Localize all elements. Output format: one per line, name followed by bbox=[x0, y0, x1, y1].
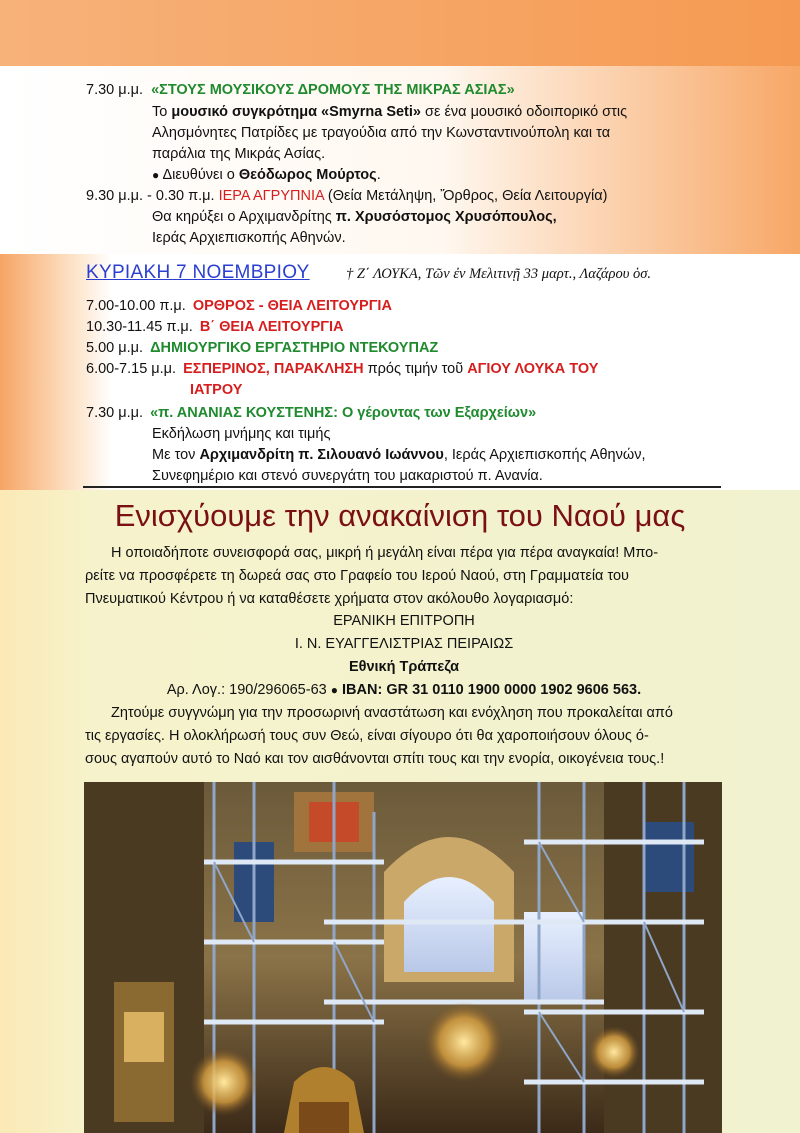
church-renovation-photo bbox=[84, 782, 722, 1133]
event-speaker: Με τον Αρχιμανδρίτη π. Σιλουανό Ιωάννου, Ιεράς Αρχιεπισκοπής Αθηνών, bbox=[152, 447, 646, 463]
event-time: 5.00 μ.μ. bbox=[86, 340, 144, 356]
sunday-heading: ΚΥΡΙΑΚΗ 7 ΝΟΕΜΒΡΙΟΥ bbox=[86, 262, 310, 283]
event-title: ΕΣΠΕΡΙΝΟΣ, ΠΑΡΑΚΛΗΣΗ bbox=[183, 361, 364, 377]
support-title: Ενισχύουμε την ανακαίνιση του Ναού μας bbox=[114, 498, 686, 533]
event-time: 7.30 μ.μ. bbox=[86, 405, 144, 421]
apology-paragraph-line: Ζητούμε συγγνώμη για την προσωρινή αναστάτωση και ενόχληση που προκαλείται από bbox=[111, 705, 673, 721]
event-time: 7.00-10.00 π.μ. bbox=[86, 298, 186, 314]
schedule-item bbox=[86, 317, 343, 337]
schedule-item bbox=[86, 338, 438, 358]
event-title: Β΄ ΘΕΙΑ ΛΕΙΤΟΥΡΓΙΑ bbox=[199, 319, 344, 335]
event-title: ΟΡΘΡΟΣ - ΘΕΙΑ ΛΕΙΤΟΥΡΓΙΑ bbox=[192, 298, 392, 314]
event-description-line: Συνεφημέριο και στενό συνεργάτη του μακαριστού π. Ανανία. bbox=[152, 468, 543, 484]
support-paragraph-line: ρείτε να προσφέρετε τη δωρεά σας στο Γραφείο του Ιερού Ναού, στη Γραμματεία του bbox=[85, 568, 629, 584]
bank-name: Εθνική Τράπεζα bbox=[348, 659, 460, 675]
event-time: 6.00-7.15 μ.μ. bbox=[86, 361, 177, 377]
bullet-icon: ● bbox=[330, 683, 338, 697]
event-title: «ΣΤΟΥΣ ΜΟΥΣΙΚΟΥΣ ΔΡΟΜΟΥΣ ΤΗΣ ΜΙΚΡΑΣ ΑΣΙΑΣ» bbox=[151, 82, 515, 98]
iban: IBAN: GR 31 0110 1900 0000 1902 9606 563. bbox=[337, 682, 642, 698]
event-preacher: Θα κηρύξει ο Αρχιμανδρίτης π. Χρυσόστομος Χρυσόπουλος, bbox=[152, 209, 557, 225]
event-conductor: ● Διευθύνει ο Θεόδωρος Μούρτος. bbox=[152, 167, 381, 183]
event-description-line: παράλια της Μικράς Ασίας. bbox=[152, 146, 326, 162]
apology-paragraph-line: τις εργασίες. Η ολοκλήρωσή τους συν Θεώ, είναι σίγουρο ότι θα χαροποιήσουν όλους ό- bbox=[85, 728, 649, 744]
apology-paragraph-line: σους αγαπούν αυτό το Ναό και τον αισθάνονται σπίτι τους και την ενορία, οικογένεια τους.! bbox=[85, 751, 665, 767]
scaffolding-image bbox=[84, 782, 722, 1133]
schedule-item bbox=[86, 296, 392, 316]
event-title: ΙΕΡΑ ΑΓΡΥΠΝΙΑ bbox=[218, 188, 324, 204]
top-orange-band bbox=[0, 0, 800, 66]
support-paragraph-line: Πνευματικού Κέντρου ή να καταθέσετε χρήματα στον ακόλουθο λογαριασμό: bbox=[85, 591, 574, 607]
saint-name-continued: ΙΑΤΡΟΥ bbox=[190, 382, 243, 398]
church-name: Ι. Ν. ΕΥΑΓΓΕΛΙΣΤΡΙΑΣ ΠΕΙΡΑΙΩΣ bbox=[294, 636, 514, 652]
saint-name: ΑΓΙΟΥ ΛΟΥΚΑ ΤΟΥ bbox=[467, 361, 599, 377]
event-description-line: Εκδήλωση μνήμης και τιμής bbox=[152, 426, 331, 442]
schedule-item-vespers: 6.00-7.15 μ.μ. ΕΣΠΕΡΙΝΟΣ, ΠΑΡΑΚΛΗΣΗ πρός τιμήν τοῦ ΑΓΙΟΥ ΛΟΥΚΑ ΤΟΥ bbox=[86, 361, 599, 377]
event-title: «π. ΑΝΑΝΙΑΣ ΚΟΥΣΤΕΝΗΣ: Ο γέροντας των Εξαρχείων» bbox=[150, 405, 537, 421]
committee-name: ΕΡΑΝΙΚΗ ΕΠΙΤΡΟΠΗ bbox=[333, 613, 475, 629]
event-description-line: Το μουσικό συγκρότημα «Smyrna Seti» σε ένα μουσικό οδοιπορικό στις bbox=[152, 104, 628, 120]
event-title: ΔΗΜΙΟΥΡΓΙΚΟ ΕΡΓΑΣΤΗΡΙΟ ΝΤΕΚΟΥΠΑΖ bbox=[150, 340, 439, 356]
event-time: 10.30-11.45 π.μ. bbox=[86, 319, 193, 335]
account-details: Αρ. Λογ.: 190/296065-63 ● IBAN: GR 31 0110 1900 0000 1902 9606 563. bbox=[166, 682, 642, 698]
event-vigil: 9.30 μ.μ. - 0.30 π.μ. ΙΕΡΑ ΑΓΡΥΠΝΙΑ (Θεία Μετάληψη, Ὄρθρος, Θεία Λειτουργία) bbox=[86, 188, 608, 204]
sunday-feast-note: † Ζ΄ ΛΟΥΚΑ, Τῶν ἐν Μελιτινῇ 33 μαρτ., Λαζάρου ὁσ. bbox=[346, 266, 651, 282]
event-time: 7.30 μ.μ. bbox=[86, 82, 144, 98]
event-time: 9.30 μ.μ. - 0.30 π.μ. bbox=[86, 188, 215, 204]
bullet-icon: ● bbox=[152, 168, 160, 182]
event-smyrna-seti bbox=[86, 80, 515, 100]
schedule-item-memorial bbox=[86, 403, 536, 423]
event-description-line: Αλησμόνητες Πατρίδες με τραγούδια από την Κωνσταντινούπολη και τα bbox=[152, 125, 611, 141]
support-paragraph-line: Η οποιαδήποτε συνεισφορά σας, μικρή ή μεγάλη είναι πέρα για πέρα αναγκαία! Μπο- bbox=[111, 545, 659, 561]
event-preacher-diocese: Ιεράς Αρχιεπισκοπής Αθηνών. bbox=[152, 230, 346, 246]
section-divider bbox=[83, 486, 721, 488]
